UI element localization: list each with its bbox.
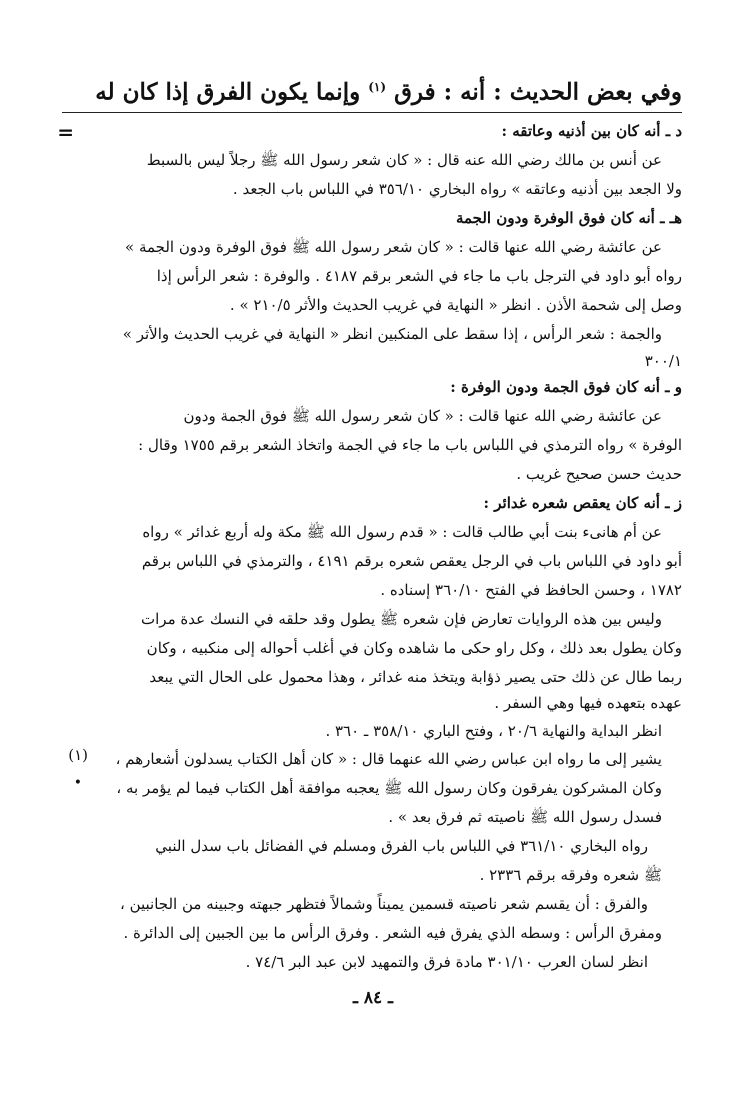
bullet-marker: • [73, 775, 82, 791]
footnote-line: وكان المشركون يفرقون وكان رسول الله ﷺ يعجبه موافقة أهل الكتاب فيما لم يؤمر به ، [116, 779, 662, 797]
footnote-line: رواه البخاري ٣٦١/١٠ في اللباس باب الفرق ومسلم في الفضائل باب سدل النبي [155, 837, 648, 855]
footnote-marker: (١) [68, 746, 88, 764]
text-line: وليس بين هذه الروايات تعارض فإن شعره ﷺ يطول وقد حلقه في النسك عدة مرات [141, 610, 662, 628]
footnote-line: فسدل رسول الله ﷺ ناصيته ثم فرق بعد » . [388, 808, 662, 826]
text-line: ربما طال عن ذلك حتى يصير ذؤابة ويتخذ منه غدائر ، وهذا محمول على الحال التي يبعد [149, 668, 682, 686]
header-text: وفي بعض الحديث : أنه : فرق [394, 78, 682, 106]
page-number: ـ ٨٤ ـ [352, 988, 394, 1008]
section-heading-w: و ـ أنه كان فوق الجمة ودون الوفرة : [450, 378, 682, 396]
text-line: الوفرة » رواه الترمذي في اللباس باب ما جاء في الجمة واتخاذ الشعر برقم ١٧٥٥ وقال : [138, 436, 682, 454]
footnote-line: يشير إلى ما رواه ابن عباس رضي الله عنهما قال : « كان أهل الكتاب يسدلون أشعارهم ، [115, 750, 662, 768]
text-line: أبو داود في اللباس باب في الرجل يعقص شعره برقم ٤١٩١ ، والترمذي في اللباس برقم [141, 552, 682, 570]
continuation-mark: = [57, 120, 74, 144]
running-header [62, 70, 682, 110]
text-line: انظر البداية والنهاية ٢٠/٦ ، وفتح الباري ٣٥٨/١٠ ـ ٣٦٠ . [325, 722, 662, 740]
footnote-line: ومفرق الرأس : وسطه الذي يفرق فيه الشعر . وفرق الرأس ما بين الجبين إلى الدائرة . [123, 924, 662, 942]
header-text-tail: وإنما يكون الفرق إذا كان له [95, 78, 361, 106]
text-line: عن أم هانىء بنت أبي طالب قالت : « قدم رسول الله ﷺ مكة وله أربع غدائر » رواه [142, 523, 662, 541]
section-heading-h: هـ ـ أنه كان فوق الوفرة ودون الجمة [455, 209, 682, 227]
text-line: عهده بتعهده فيها وهي السفر . [494, 694, 682, 712]
text-line: ١٧٨٢ ، وحسن الحافظ في الفتح ٣٦٠/١٠ إسناده . [380, 581, 682, 599]
text-line: عن عائشة رضي الله عنها قالت : « كان شعر رسول الله ﷺ فوق الجمة ودون [183, 407, 662, 425]
footnote-line: ﷺ شعره وفرقه برقم ٢٣٣٦ . [479, 866, 662, 884]
text-line: عن أنس بن مالك رضي الله عنه قال : « كان شعر رسول الله ﷺ رجلاً ليس بالسبط [146, 151, 662, 169]
footnote-line: والفرق : أن يقسم شعر ناصيته قسمين يميناً وشمالاً فتظهر جبهته وجبينه من الجانبين ، [119, 895, 648, 913]
text-line: حديث حسن صحيح غريب . [516, 465, 682, 483]
text-line: وكان يطول بعد ذلك ، وكل راو حكى ما شاهده وكان في أغلب أحواله إلى منكبيه ، وكان [146, 639, 682, 657]
text-line: ولا الجعد بين أذنيه وعاتقه » رواه البخاري ٣٥٦/١٠ في اللباس باب الجعد . [232, 180, 682, 198]
section-heading-d: د ـ أنه كان بين أذنيه وعاتقه : [501, 122, 682, 140]
text-line: رواه أبو داود في الترجل باب ما جاء في الشعر برقم ٤١٨٧ . والوفرة : شعر الرأس إذا [156, 267, 682, 285]
header-divider [62, 112, 682, 113]
text-line: عن عائشة رضي الله عنها قالت : « كان شعر رسول الله ﷺ فوق الوفرة ودون الجمة » [125, 238, 662, 256]
text-line: والجمة : شعر الرأس ، إذا سقط على المنكبين انظر « النهاية في غريب الحديث والأثر » [122, 325, 662, 343]
text-line: ٣٠٠/١ [644, 352, 682, 370]
header-footnote-ref: (١) [368, 80, 387, 94]
text-line: وصل إلى شحمة الأذن . انظر « النهاية في غريب الحديث والأثر ٢١٠/٥ » . [229, 296, 682, 314]
section-heading-z: ز ـ أنه كان يعقص شعره غدائر : [483, 494, 682, 512]
footnote-line: انظر لسان العرب ٣٠١/١٠ مادة فرق والتمهيد لابن عبد البر ٧٤/٦ . [245, 953, 648, 971]
